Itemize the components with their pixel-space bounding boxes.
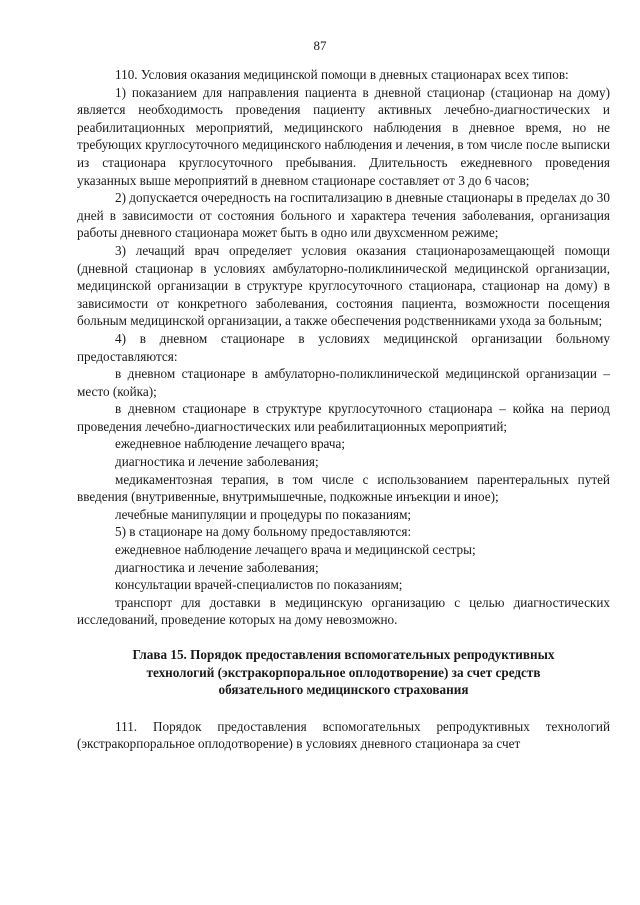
chapter-heading-line: Глава 15. Порядок предоставления вспомогательных репродуктивных xyxy=(132,647,555,662)
document-body xyxy=(77,66,610,753)
paragraph-item-5: 5) в стационаре на дому больному предоставляются: xyxy=(115,524,412,540)
list-item: ежедневное наблюдение лечащего врача; xyxy=(115,436,346,452)
paragraph-111: 111. Порядок предоставления вспомогательных репродуктивных технологий (экстракорпоральное оплодотворение) в условиях дневного стационара за счет xyxy=(77,718,610,752)
list-item: консультации врачей-специалистов по показаниям; xyxy=(115,577,403,593)
list-item: лечебные манипуляции и процедуры по показаниям; xyxy=(115,506,412,522)
paragraph-item-1: 1) показанием для направления пациента в дневной стационар (стационар на дому) является необходимость проведения пациенту активных лечебно-диагностических и реабилитационных мероприятий, медицинского наблюдения в дневное время, но не требующих круглосуточного медицинского наблюдения и лечения, в том числе после выписки из стационара круглосуточного пребывания. Длительность ежедневного проведения указанных выше мероприятий в дневном стационаре составляет от 3 до 6 часов; xyxy=(77,84,610,188)
list-item: медикаментозная терапия, в том числе с использованием парентеральных путей введения (внутривенные, внутримышечные, подкожные инъекции и иное); xyxy=(77,471,610,505)
list-item: в дневном стационаре в структуре круглосуточного стационара – койка на период проведения лечебно-диагностических или реабилитационных мероприятий; xyxy=(77,401,610,434)
list-item: в дневном стационаре в амбулаторно-поликлинической медицинской организации – место (койка); xyxy=(77,366,610,399)
list-item: диагностика и лечение заболевания; xyxy=(115,559,319,575)
chapter-heading-line: технологий (экстракорпоральное оплодотворение) за счет средств xyxy=(146,664,541,680)
list-item: ежедневное наблюдение лечащего врача и медицинской сестры; xyxy=(115,542,476,558)
page-number: 87 xyxy=(313,38,327,53)
list-item: транспорт для доставки в медицинскую организацию с целью диагностических исследований, проведение которых на дому невозможно. xyxy=(77,594,610,628)
paragraph-item-2: 2) допускается очередность на госпитализацию в дневные стационары в пределах до 30 дней в зависимости от состояния больного и характера течения заболевания, организация работы дневного стационара может быть в одно или двухсменном режиме; xyxy=(77,190,610,241)
chapter-heading-line: обязательного медицинского страхования xyxy=(218,682,469,698)
chapter-heading xyxy=(77,646,610,699)
paragraph-item-3: 3) лечащий врач определяет условия оказания стационарозамещающей помощи (дневной стационар в условиях амбулаторно-поликлинической медицинской организации, медицинской организации в структуре круглосуточного стационара, стационар на дому) в зависимости от конкретного заболевания, состояния пациента, возможности посещения больным медицинской организации, а также обеспечения родственниками ухода за больным; xyxy=(77,242,610,329)
paragraph-110: 110. Условия оказания медицинской помощи в дневных стационарах всех типов: xyxy=(115,67,569,82)
list-item: диагностика и лечение заболевания; xyxy=(115,454,319,470)
paragraph-item-4: 4) в дневном стационаре в условиях медицинской организации больному предоставляются: xyxy=(77,330,610,364)
